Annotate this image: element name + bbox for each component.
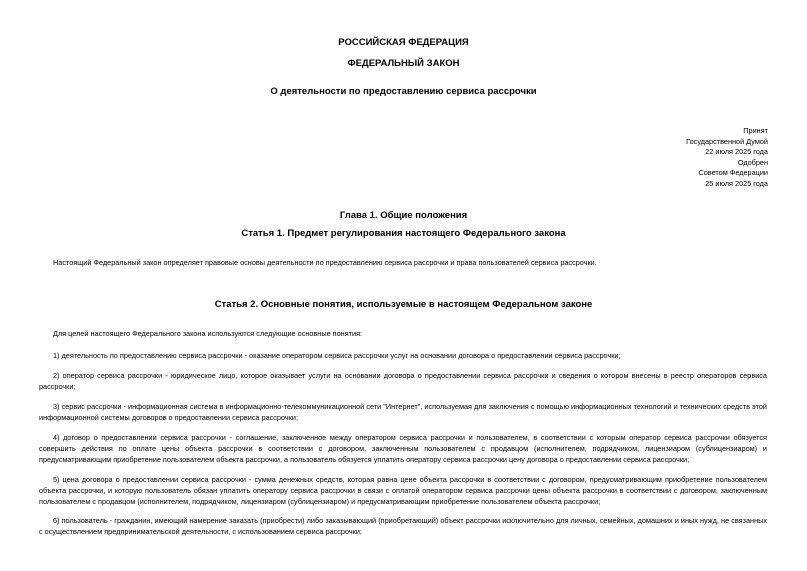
definition-item-2: 2) оператор сервиса рассрочки - юридическое лицо, которое оказывает услуги на основании договора о предоставлении сервиса рассрочки и сведения о котором внесены в реестр операторов сервиса рассрочки; xyxy=(39,371,767,392)
definition-item-1: 1) деятельность по предоставлению сервиса рассрочки - оказание оператором сервиса рассрочки услуг на основании договора о предоставлении сервиса рассрочки; xyxy=(53,351,621,360)
document-type-heading: ФЕДЕРАЛЬНЫЙ ЗАКОН xyxy=(347,58,460,69)
adoption-block xyxy=(568,126,768,190)
approved-label: Одобрен xyxy=(737,157,768,167)
definition-item-5: 5) цена договора о предоставлении сервиса рассрочки - сумма денежных средств, которая равна цене объекта рассрочки в соответствии с договором, предусматривающим приобретение пользователем объекта рассрочки, и которую пользователь обязан уплатить оператору сервиса рассрочки в связи с оплатой оператором сервиса рассрочки цены объекта рассрочки в соответствии с договором, заключенным пользователем с продавцом (исполнителем, подрядчиком, лицензиаром (сублицензиаром) и предусматривающим приобретение пользователем объекта рассрочки; xyxy=(39,475,767,507)
definition-item-3: 3) сервис рассрочки - информационная система в информационно-телекоммуникационной сети "Интернет", используемая для заключения с помощью информационных технологий и технических средств этой информационной системы договоров о предоставлении сервиса рассрочки; xyxy=(39,402,767,423)
article-1-paragraph: Настоящий Федеральный закон определяет правовые основы деятельности по предоставлению сервиса рассрочки и права пользователей сервиса рассрочки. xyxy=(53,258,597,267)
country-heading: РОССИЙСКАЯ ФЕДЕРАЦИЯ xyxy=(338,37,469,48)
approved-by: Советом Федерации xyxy=(698,168,768,178)
adopted-date: 22 июля 2025 года xyxy=(705,147,768,157)
article-1-heading: Статья 1. Предмет регулирования настоящего Федерального закона xyxy=(241,228,566,239)
law-title: О деятельности по предоставлению сервиса рассрочки xyxy=(270,86,537,97)
adopted-by: Государственной Думой xyxy=(686,136,768,146)
article-2-intro: Для целей настоящего Федерального закона используются следующие основные понятия: xyxy=(53,329,363,338)
adopted-label: Принят xyxy=(743,126,768,135)
definition-item-6: 6) пользователь - гражданин, имеющий намерение заказать (приобрести) либо заказывающий (приобретающий) объект рассрочки исключительно для личных, семейных, домашних и иных нужд, не связанных с осуществлением предпринимательской деятельности, с использованием сервиса рассрочки; xyxy=(39,516,767,537)
article-2-heading: Статья 2. Основные понятия, используемые в настоящем Федеральном законе xyxy=(214,299,593,310)
chapter-heading: Глава 1. Общие положения xyxy=(339,210,468,221)
definition-item-4: 4) договор о предоставлении сервиса рассрочки - соглашение, заключенное между оператором сервиса рассрочки и пользователем, в соответствии с которым оператор сервиса рассрочки обязуется совершить действия по оплате цены объекта рассрочки в соответствии с договором, заключенным пользователем с продавцом (исполнителем, подрядчиком, лицензиаром (сублицензиаром) и предусматривающим приобретение пользователем объекта рассрочки, а пользователь обязуется уплатить оператору сервиса рассрочки цену договора о предоставлении сервиса рассрочки; xyxy=(39,433,767,465)
approved-date: 25 июля 2025 года xyxy=(705,178,768,188)
